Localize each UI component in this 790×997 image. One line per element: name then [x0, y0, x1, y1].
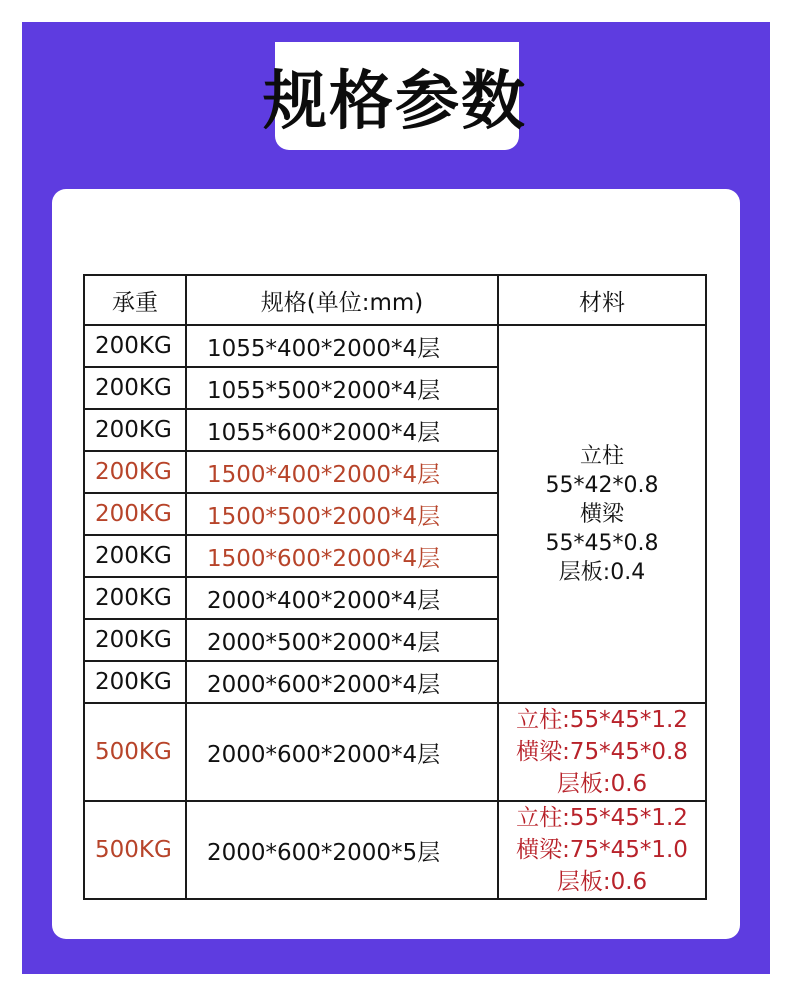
weight-cell: 200KG	[84, 577, 186, 619]
weight-cell: 500KG	[84, 703, 186, 801]
table-row	[84, 703, 706, 801]
spec-cell: 2000*400*2000*4层	[186, 577, 498, 619]
weight-cell: 200KG	[84, 367, 186, 409]
spec-cell: 2000*600*2000*5层	[186, 801, 498, 899]
weight-cell: 200KG	[84, 535, 186, 577]
weight-cell: 200KG	[84, 619, 186, 661]
header-spec: 规格(单位:mm)	[186, 275, 498, 325]
material-line: 层板:0.6	[556, 869, 648, 895]
spec-cell: 2000*600*2000*4层	[186, 703, 498, 801]
material-line: 横梁:75*45*0.8	[516, 739, 688, 765]
material-line: 55*45*0.8	[545, 530, 659, 556]
material-line: 立柱:55*45*1.2	[516, 707, 688, 733]
material-line: 层板:0.4	[558, 559, 646, 585]
material-line: 横梁:75*45*1.0	[516, 837, 688, 863]
table-row	[84, 325, 706, 367]
spec-cell: 2000*500*2000*4层	[186, 619, 498, 661]
table-row	[84, 801, 706, 899]
spec-cell: 1500*600*2000*4层	[186, 535, 498, 577]
material-cell	[498, 703, 706, 801]
weight-cell: 200KG	[84, 325, 186, 367]
weight-cell: 200KG	[84, 409, 186, 451]
material-cell	[498, 325, 706, 703]
weight-cell: 500KG	[84, 801, 186, 899]
weight-cell: 200KG	[84, 451, 186, 493]
spec-cell: 1500*400*2000*4层	[186, 451, 498, 493]
header-row	[84, 275, 706, 325]
spec-cell: 1055*400*2000*4层	[186, 325, 498, 367]
weight-cell: 200KG	[84, 493, 186, 535]
material-line: 层板:0.6	[556, 771, 648, 797]
material-line: 立柱	[579, 443, 624, 469]
header-material: 材料	[498, 275, 706, 325]
header-weight: 承重	[84, 275, 186, 325]
weight-cell: 200KG	[84, 661, 186, 703]
spec-table	[83, 274, 707, 900]
material-line: 横梁	[579, 501, 624, 527]
spec-cell: 1055*600*2000*4层	[186, 409, 498, 451]
spec-cell: 1500*500*2000*4层	[186, 493, 498, 535]
spec-cell: 2000*600*2000*4层	[186, 661, 498, 703]
material-cell	[498, 801, 706, 899]
page-title: 规格参数	[263, 65, 527, 139]
material-line: 55*42*0.8	[545, 472, 659, 498]
spec-cell: 1055*500*2000*4层	[186, 367, 498, 409]
material-line: 立柱:55*45*1.2	[516, 805, 688, 831]
